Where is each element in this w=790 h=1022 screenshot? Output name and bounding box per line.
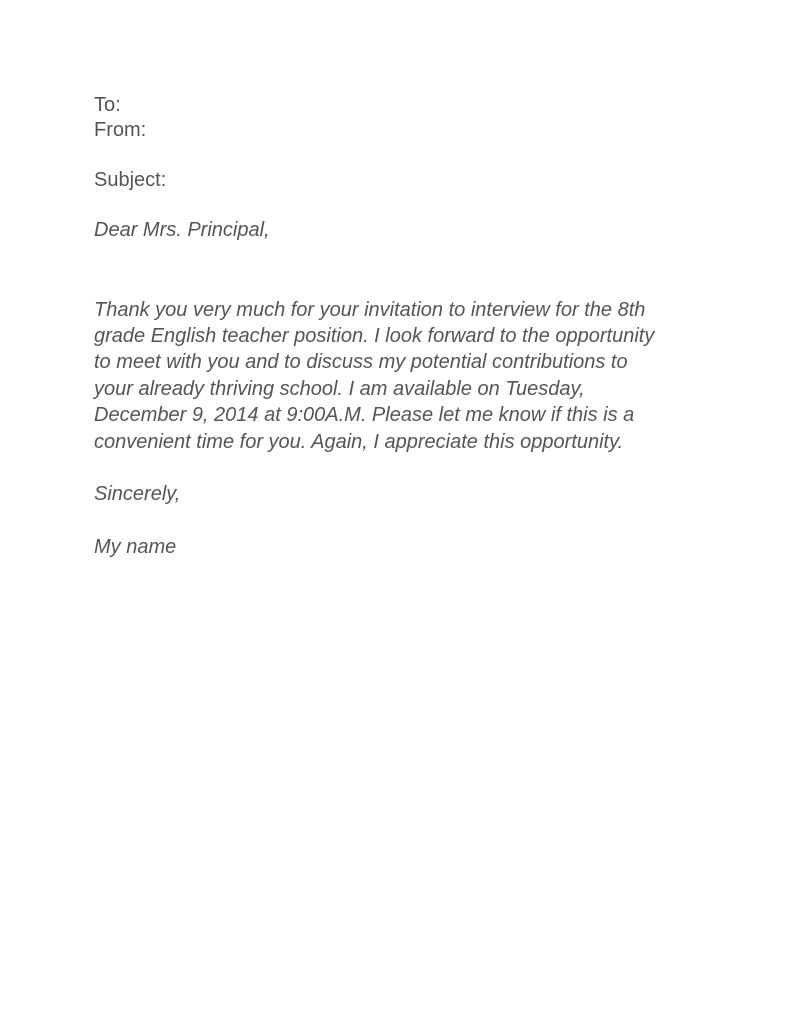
body-line: convenient time for you. Again, I appreciate this opportunity.	[94, 431, 624, 453]
to-label: To:	[94, 94, 121, 116]
body-line: your already thriving school. I am available on Tuesday,	[94, 378, 585, 400]
subject-label: Subject:	[94, 169, 167, 191]
from-label: From:	[94, 119, 147, 141]
body-line: to meet with you and to discuss my potential contributions to	[94, 351, 628, 373]
body-line: grade English teacher position. I look forward to the opportunity	[94, 325, 655, 347]
body-line: December 9, 2014 at 9:00A.M. Please let me know if this is a	[94, 404, 635, 426]
body-line: Thank you very much for your invitation to interview for the 8th	[94, 299, 646, 321]
salutation: Dear Mrs. Principal,	[94, 219, 270, 241]
signature: My name	[94, 536, 177, 558]
closing: Sincerely,	[94, 483, 181, 505]
